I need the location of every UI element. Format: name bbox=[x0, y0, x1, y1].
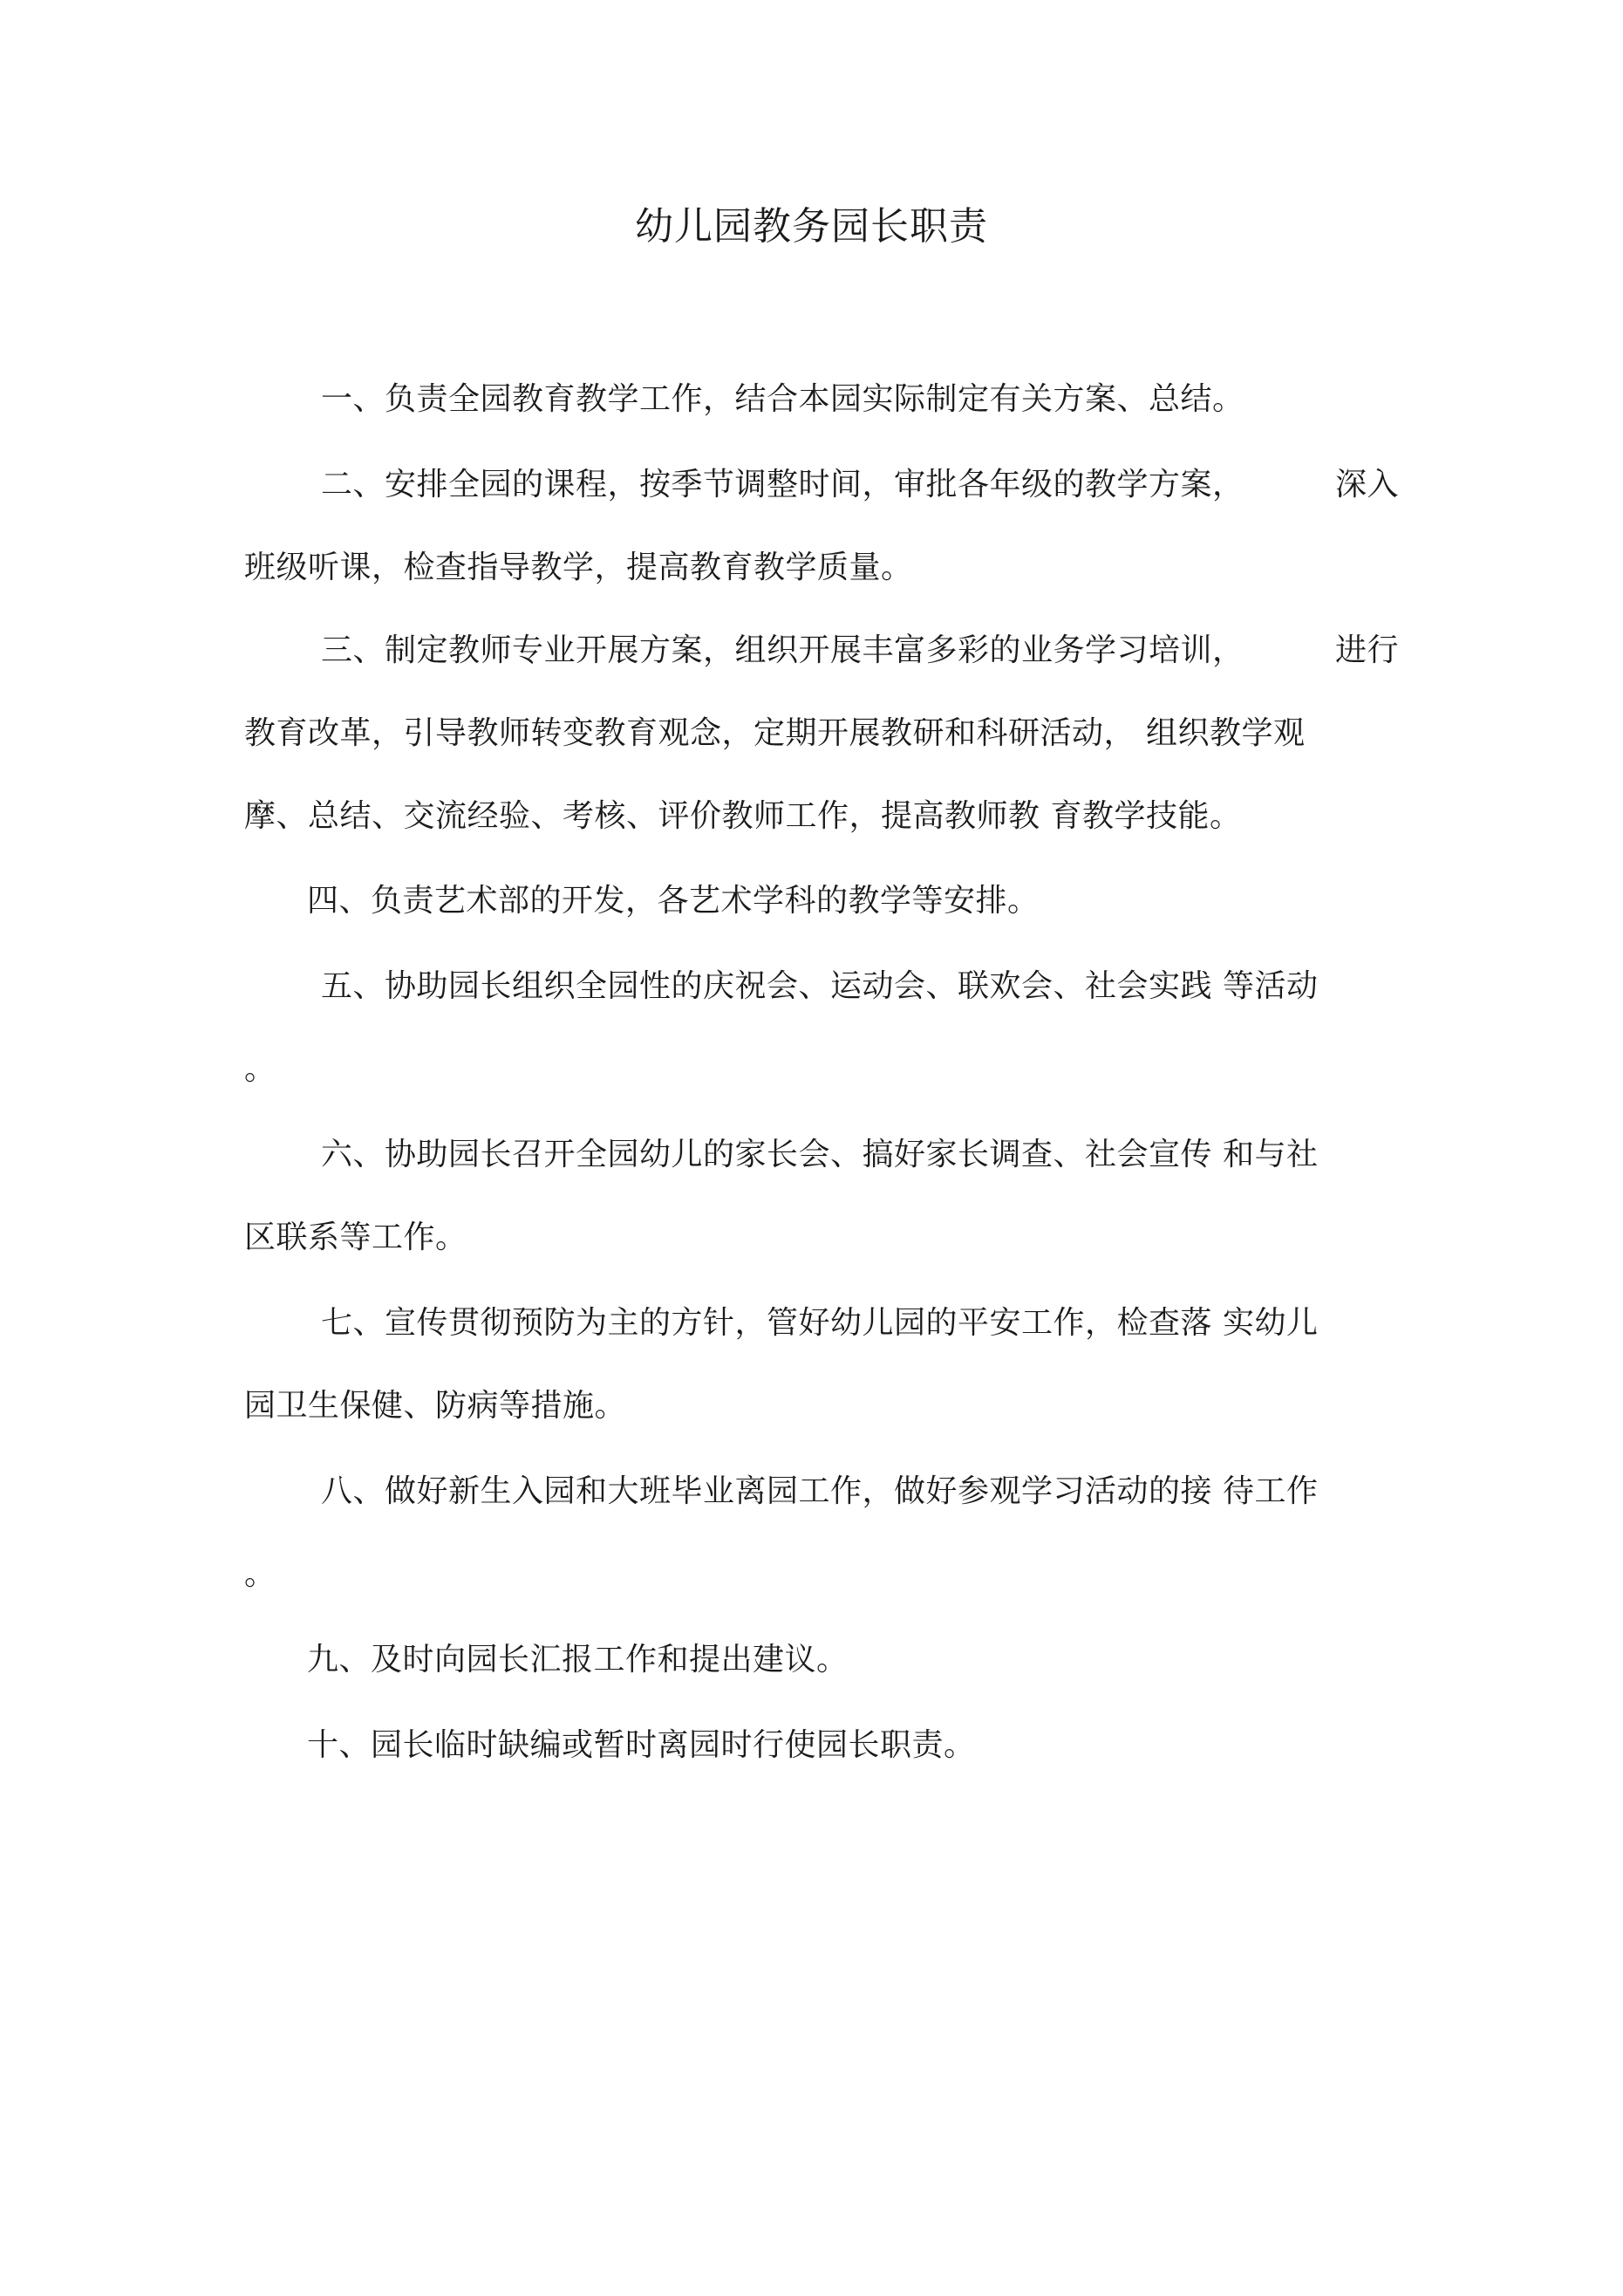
item-2-line-1-text: 二、安排全园的课程，按季节调整时间，审批各年级的教学方案， bbox=[321, 467, 1245, 502]
item-4-line-1: 四、负责艺术部的开发，各艺术学科的教学等安排。 bbox=[307, 883, 1040, 919]
item-7-line-1: 七、宣传贯彻预防为主的方针，管好幼儿园的平安工作，检查落 实幼儿 bbox=[321, 1305, 1319, 1341]
document-title: 幼儿园教务园长职责 bbox=[635, 204, 988, 249]
item-6-line-2: 区联系等工作。 bbox=[244, 1220, 467, 1255]
item-10-line-1: 十、园长临时缺编或暂时离园时行使园长职责。 bbox=[307, 1727, 976, 1763]
item-5-line-1: 五、协助园长组织全园性的庆祝会、运动会、联欢会、社会实践 等活动 bbox=[321, 968, 1319, 1004]
item-2-line-1 bbox=[321, 462, 1399, 508]
item-8-line-2: 。 bbox=[244, 1556, 276, 1592]
item-5-line-2: 。 bbox=[244, 1051, 276, 1087]
item-6-line-1: 六、协助园长召开全园幼儿的家长会、搞好家长调查、社会宣传 和与社 bbox=[321, 1137, 1319, 1172]
item-2-line-1-end: 深入 bbox=[1334, 467, 1399, 502]
item-1-line-1: 一、负责全园教育教学工作，结合本园实际制定有关方案、总结。 bbox=[321, 381, 1245, 417]
item-8-line-1: 八、做好新生入园和大班毕业离园工作，做好参观学习活动的接 待工作 bbox=[321, 1473, 1319, 1509]
item-2-line-2: 班级听课，检查指导教学，提高教育教学质量。 bbox=[244, 550, 913, 585]
item-3-line-3: 摩、总结、交流经验、考核、评价教师工作，提高教师教 育教学技能。 bbox=[244, 798, 1242, 834]
item-3-line-1-end: 进行 bbox=[1334, 632, 1399, 668]
item-7-line-2: 园卫生保健、防病等措施。 bbox=[244, 1388, 627, 1424]
item-9-line-1: 九、及时向园长汇报工作和提出建议。 bbox=[307, 1642, 849, 1678]
item-3-line-2: 教育改革，引导教师转变教育观念，定期开展教研和科研活动， 组织教学观 bbox=[244, 715, 1306, 751]
item-3-line-1-text: 三、制定教师专业开展方案，组织开展丰富多彩的业务学习培训， bbox=[321, 632, 1245, 668]
item-3-line-1 bbox=[321, 628, 1399, 673]
